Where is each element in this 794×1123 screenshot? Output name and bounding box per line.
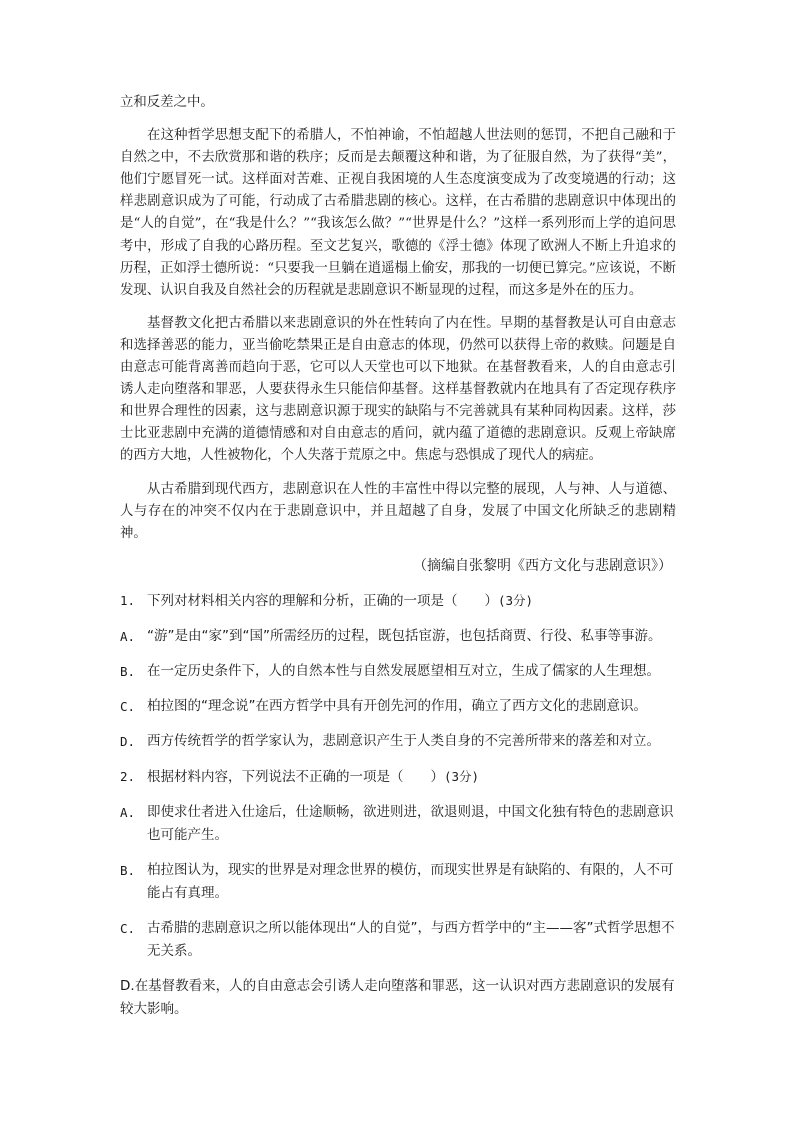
question-2-text: 根据材料内容，下列说法不正确的一项是（ ） (147, 768, 444, 785)
option-text: 柏拉图的“理念说”在西方哲学中具有开创先河的作用，确立了西方文化的悲剧意识。 (147, 697, 647, 714)
question-1-stem (120, 589, 676, 613)
option-text: 柏拉图认为，现实的世界是对理念世界的模仿，而现实世界是有缺陷的、有限的，人不可能占有真理。 (147, 861, 674, 901)
option-label-a: A. (120, 804, 136, 820)
option-text: “游”是由“家”到“国”所需经历的过程，既包括宦游，也包括商贾、行役、私事等事游。 (147, 627, 662, 644)
passage-source: （摘编自张黎明《西方文化与悲剧意识》） (413, 557, 672, 574)
document-page (120, 92, 676, 1021)
option-text: 即使求仕者进入仕途后，仕途顺畅，欲进则进，欲退则退，中国文化独有特色的悲剧意识也可能产生。 (147, 803, 674, 843)
question-2-option-a (120, 801, 676, 847)
question-1-option-c (120, 695, 676, 718)
option-text: 西方传统哲学的哲学家认为，悲剧意识产生于人类自身的不完善所带来的落差和对立。 (147, 732, 660, 749)
option-label-d: D. (120, 977, 135, 994)
option-text: 古希腊的悲剧意识之所以能体现出“人的自觉”，与西方哲学中的“主——客”式哲学思想不无关系。 (147, 919, 675, 959)
question-1-score: (3分) (498, 592, 534, 608)
question-2-option-d (120, 975, 676, 1021)
passage-paragraph-continued: 立和反差之中。 (120, 95, 214, 110)
option-label-a: A. (120, 628, 136, 644)
question-1-option-d (120, 730, 676, 753)
option-text: 在基督教看来，人的自由意志会引诱人走向堕落和罪恶，这一认识对西方悲剧意识的发展有较大影响。 (120, 977, 675, 1017)
question-2-option-c (120, 917, 676, 963)
question-1-text: 下列对材料相关内容的理解和分析，正确的一项是（ ） (147, 592, 498, 609)
question-2-number: 2. (120, 768, 136, 784)
question-1-option-a (120, 625, 676, 648)
passage-paragraph-christian: 基督教文化把古希腊以来悲剧意识的外在性转向了内在性。早期的基督教是认可自由意志和选择善恶的能力，亚当偷吃禁果正是自由意志的体现，仍然可以获得上帝的救赎。问题是自由意志可能背离善而趋向于恶，它可以人天堂也可以下地狱。在基督教看来，人的自由意志引诱人走向堕落和罪恶，人要获得永生只能信仰基督。这样基督教就内在地具有了否定现存秩序和世界合理性的因素，这与悲剧意识源于现实的缺陷与不完善就具有某种同构因素。这样，莎士比亚悲剧中充满的道德情感和对自由意志的盾问，就内蕴了道德的悲剧意识。反观上帝缺席的西方大地，人性被物化，个人失落于荒原之中。焦虑与恐惧成了现代人的病症。 (120, 315, 676, 464)
question-2-stem (120, 765, 676, 789)
question-2-score: (3分) (444, 768, 480, 784)
option-label-d: D. (120, 733, 136, 749)
option-label-c: C. (120, 920, 136, 936)
option-label-b: B. (120, 663, 136, 679)
option-text: 在一定历史条件下，人的自然本性与自然发展愿望相互对立，生成了儒家的人生理想。 (147, 662, 660, 679)
passage-paragraph-conclusion: 从古希腊到现代西方，悲剧意识在人性的丰富性中得以完整的展现，人与神、人与道德、人与存在的冲突不仅内在于悲剧意识中，并且超越了自身，发展了中国文化所缺乏的悲剧精神。 (120, 481, 676, 541)
question-1-number: 1. (120, 592, 136, 608)
question-1-option-b (120, 660, 676, 683)
option-label-b: B. (120, 862, 136, 878)
question-2-option-b (120, 859, 676, 905)
passage-paragraph-greek: 在这种哲学思想支配下的希腊人，不怕神谕，不怕超越人世法则的惩罚，不把自己融和于自然之中，不去欣赏那和谐的秩序；反而是去颠覆这种和谐，为了征服自然，为了获得“美”，他们宁愿冒死一试。这样面对苦难、正视自我困境的人生态度演变成为了改变境遇的行动；这样悲剧意识成为了可能，行动成了古希腊悲剧的核心。这样，在古希腊的悲剧意识中体现出的是“人的自觉”，在“我是什么？”“我该怎么做？”“世界是什么？”这样一系列形而上学的追问思考中，形成了自我的心路历程。至文艺复兴，歌德的《浮士德》体现了欧洲人不断上升追求的历程，正如浮士德所说：“只要我一旦躺在逍遥榻上偷安，那我的一切便已算完。”应该说，不断发现、认识自我及自然社会的历程就是悲剧意识不断显现的过程，而这多是外在的压力。 (120, 128, 677, 298)
option-label-c: C. (120, 698, 136, 714)
